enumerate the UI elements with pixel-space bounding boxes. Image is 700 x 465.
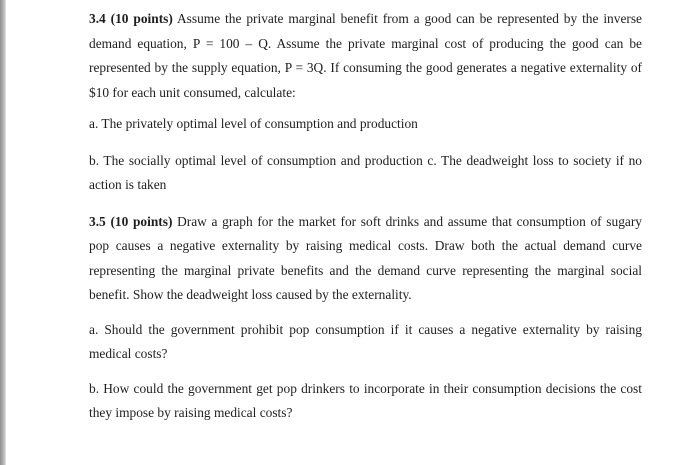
- page-left-edge: [0, 0, 6, 465]
- question-3-5-text: Draw a graph for the market for soft drinks and assume that consumption of sugary pop causes a negative externality by raising medical costs. Draw both the actual demand curve representing the marginal private benefits and the demand curve representing the marginal social benefit. Show the deadweight loss caused by the externality.: [89, 213, 642, 302]
- question-3-4: [89, 7, 642, 105]
- question-3-5-points: (10 points): [110, 213, 173, 229]
- question-3-4-part-a: a. The privately optimal level of consumption and production: [89, 116, 418, 131]
- question-3-5-part-a: a. Should the government prohibit pop consumption if it causes a negative externality by raising medical costs?: [89, 321, 642, 361]
- question-3-5-number: 3.5: [89, 213, 106, 229]
- question-3-4-part-b: b. The socially optimal level of consumption and production c. The deadweight loss to society if no action is taken: [89, 152, 642, 192]
- question-3-4-number: 3.4: [89, 11, 106, 26]
- question-3-4-points: (10 points): [110, 11, 173, 26]
- question-3-4-text: Assume the private marginal benefit from a good can be represented by the inverse demand equation, P = 100 – Q. Assume the private marginal cost of producing the good can be represented by the supply equation, P = 3Q. If consuming the good generates a negative externality of $10 for each unit consumed, calculate:: [89, 11, 642, 100]
- question-3-5: [89, 210, 642, 308]
- question-3-5-part-b: b. How could the government get pop drinkers to incorporate in their consumption decisions the cost they impose by raising medical costs?: [89, 380, 642, 420]
- problem-set: [89, 7, 642, 426]
